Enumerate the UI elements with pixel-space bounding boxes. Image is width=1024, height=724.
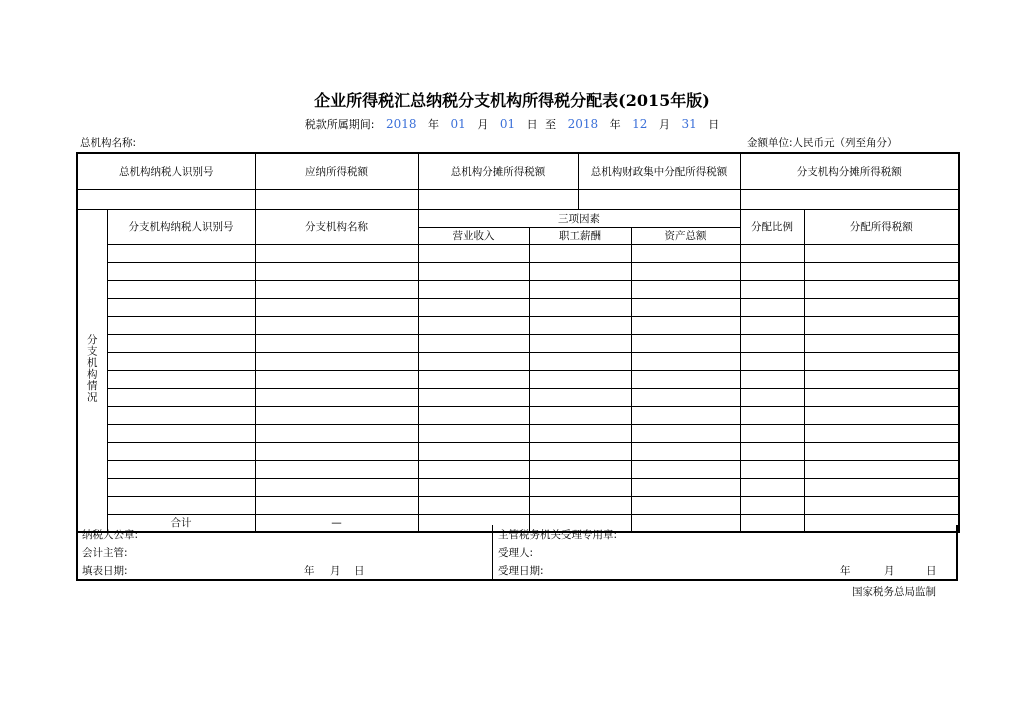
- branch-cell[interactable]: [529, 406, 631, 424]
- branch-cell[interactable]: [418, 280, 529, 298]
- branch-cell[interactable]: [418, 460, 529, 478]
- branch-cell[interactable]: [255, 352, 418, 370]
- branch-cell[interactable]: [418, 388, 529, 406]
- currency-unit-label: 金额单位:人民币元（列至角分）: [747, 137, 898, 149]
- branch-cell[interactable]: [740, 406, 804, 424]
- branch-cell[interactable]: [418, 424, 529, 442]
- branch-cell[interactable]: [740, 478, 804, 496]
- hq-payable-tax-header: 应纳所得税额: [255, 153, 418, 189]
- signature-section: [76, 525, 958, 581]
- branch-cell[interactable]: [740, 334, 804, 352]
- branch-cell[interactable]: [740, 244, 804, 262]
- branch-cell[interactable]: [418, 442, 529, 460]
- fill-date-month: 月: [330, 565, 341, 577]
- branch-cell[interactable]: [107, 280, 255, 298]
- branch-cell[interactable]: [418, 496, 529, 514]
- branch-cell[interactable]: [255, 334, 418, 352]
- branch-cell[interactable]: [107, 352, 255, 370]
- branch-section-label: [77, 209, 107, 532]
- branch-cell[interactable]: [804, 388, 959, 406]
- hq-payable-tax-cell[interactable]: [255, 189, 418, 209]
- receive-date-month: 月: [884, 565, 895, 577]
- branch-cell[interactable]: [255, 316, 418, 334]
- branch-cell[interactable]: [740, 280, 804, 298]
- branch-cell[interactable]: [255, 280, 418, 298]
- branch-cell[interactable]: [255, 478, 418, 496]
- receiver-label: 受理人:: [498, 547, 534, 559]
- period-label: 税款所属期间:: [304, 118, 375, 131]
- allocation-ratio-header: 分配比例: [740, 209, 804, 244]
- period-end-day[interactable]: 31: [681, 117, 697, 131]
- branch-cell[interactable]: [529, 298, 631, 316]
- branch-cell[interactable]: [529, 496, 631, 514]
- branch-cell[interactable]: [418, 406, 529, 424]
- branch-cell[interactable]: [107, 388, 255, 406]
- branch-cell[interactable]: [107, 406, 255, 424]
- branch-cell[interactable]: [631, 478, 740, 496]
- year-label: 年: [609, 118, 621, 131]
- branch-cell[interactable]: [107, 478, 255, 496]
- branch-row: [77, 244, 959, 262]
- hq-input-row: [77, 189, 959, 209]
- hq-header-row: [77, 153, 959, 189]
- branch-row: [77, 316, 959, 334]
- branch-row: [77, 280, 959, 298]
- branch-cell[interactable]: [255, 442, 418, 460]
- period-start-month[interactable]: 01: [450, 117, 466, 131]
- receive-date-label: 受理日期:: [498, 565, 544, 577]
- branch-cell[interactable]: [107, 442, 255, 460]
- branch-cell[interactable]: [740, 298, 804, 316]
- branch-row: [77, 424, 959, 442]
- branch-cell[interactable]: [107, 262, 255, 280]
- hq-apportioned-tax-cell[interactable]: [418, 189, 578, 209]
- branch-cell[interactable]: [740, 460, 804, 478]
- branch-cell[interactable]: [529, 280, 631, 298]
- branch-cell[interactable]: [107, 334, 255, 352]
- branch-cell[interactable]: [804, 460, 959, 478]
- branch-cell[interactable]: [529, 442, 631, 460]
- receive-date-year: 年: [840, 565, 851, 577]
- branch-cell[interactable]: [804, 442, 959, 460]
- hq-name-label: 总机构名称:: [80, 137, 137, 149]
- branch-row: [77, 352, 959, 370]
- branch-cell[interactable]: [804, 496, 959, 514]
- branch-cell[interactable]: [740, 442, 804, 460]
- branch-name-header: 分支机构名称: [255, 209, 418, 244]
- branch-cell[interactable]: [529, 424, 631, 442]
- branch-cell[interactable]: [255, 460, 418, 478]
- branch-cell[interactable]: [740, 352, 804, 370]
- branch-header-row: [77, 209, 959, 227]
- revenue-header: 营业收入: [418, 227, 529, 244]
- hq-taxpayer-id-cell[interactable]: [77, 189, 255, 209]
- branch-cell[interactable]: [107, 496, 255, 514]
- branch-cell[interactable]: [529, 334, 631, 352]
- branch-cell[interactable]: [255, 244, 418, 262]
- period-end-month[interactable]: 12: [632, 117, 648, 131]
- total-assets-header: 资产总额: [631, 227, 740, 244]
- branch-cell[interactable]: [418, 352, 529, 370]
- receive-date-day: 日: [926, 565, 937, 577]
- branch-cell[interactable]: [804, 370, 959, 388]
- branch-row: [77, 388, 959, 406]
- allocated-tax-header: 分配所得税额: [804, 209, 959, 244]
- payroll-header: 职工薪酬: [529, 227, 631, 244]
- branch-cell[interactable]: [631, 442, 740, 460]
- branch-cell[interactable]: [107, 316, 255, 334]
- branch-cell[interactable]: [631, 496, 740, 514]
- branch-cell[interactable]: [418, 316, 529, 334]
- branch-row: [77, 478, 959, 496]
- branch-cell[interactable]: [804, 280, 959, 298]
- fill-date-year: 年: [304, 565, 315, 577]
- branch-cell[interactable]: [631, 334, 740, 352]
- branch-cell[interactable]: [631, 262, 740, 280]
- branch-row: [77, 442, 959, 460]
- branch-cell[interactable]: [740, 424, 804, 442]
- branch-apportioned-tax-header: 分支机构分摊所得税额: [740, 153, 959, 189]
- branch-cell[interactable]: [418, 298, 529, 316]
- period-end-year[interactable]: 2018: [567, 117, 599, 131]
- supervisor-label: 国家税务总局监制: [852, 586, 936, 598]
- branch-row: [77, 334, 959, 352]
- branch-row: [77, 406, 959, 424]
- branch-cell[interactable]: [631, 406, 740, 424]
- branch-cell[interactable]: [631, 352, 740, 370]
- branch-cell[interactable]: [107, 298, 255, 316]
- branch-cell[interactable]: [255, 496, 418, 514]
- branch-cell[interactable]: [107, 460, 255, 478]
- allocation-table: [76, 152, 960, 533]
- branch-cell[interactable]: [529, 316, 631, 334]
- branch-cell[interactable]: [631, 388, 740, 406]
- year-label: 年: [428, 118, 440, 131]
- branch-taxpayer-id-header: 分支机构纳税人识别号: [107, 209, 255, 244]
- branch-cell[interactable]: [804, 424, 959, 442]
- branch-cell[interactable]: [529, 352, 631, 370]
- branch-cell[interactable]: [804, 244, 959, 262]
- form-title: 企业所得税汇总纳税分支机构所得税分配表(2015年版): [314, 91, 710, 110]
- branch-cell[interactable]: [529, 460, 631, 478]
- branch-cell[interactable]: [418, 262, 529, 280]
- total-name-cell: —: [255, 514, 418, 532]
- branch-cell[interactable]: [740, 262, 804, 280]
- day-label: 日: [708, 118, 720, 131]
- branch-cell[interactable]: [804, 406, 959, 424]
- branch-section-text: 分支机构情况: [85, 334, 98, 404]
- branch-apportioned-tax-cell[interactable]: [740, 189, 959, 209]
- branch-cell[interactable]: [631, 298, 740, 316]
- branch-cell[interactable]: [804, 316, 959, 334]
- branch-cell[interactable]: [804, 352, 959, 370]
- branch-cell[interactable]: [740, 316, 804, 334]
- authority-seal-label: 主管税务机关受理专用章:: [498, 529, 618, 541]
- branch-cell[interactable]: [255, 406, 418, 424]
- tax-period: [0, 116, 1024, 132]
- branch-cell[interactable]: [804, 298, 959, 316]
- branch-cell[interactable]: [631, 316, 740, 334]
- taxpayer-seal-label: 纳税人公章:: [82, 529, 139, 541]
- three-factors-header: 三项因素: [418, 209, 740, 227]
- branch-cell[interactable]: [418, 478, 529, 496]
- branch-cell[interactable]: [804, 478, 959, 496]
- branch-cell[interactable]: [740, 496, 804, 514]
- branch-cell[interactable]: [255, 388, 418, 406]
- accountant-label: 会计主管:: [82, 547, 128, 559]
- branch-cell[interactable]: [631, 370, 740, 388]
- branch-row: [77, 496, 959, 514]
- branch-cell[interactable]: [418, 334, 529, 352]
- branch-cell[interactable]: [529, 262, 631, 280]
- branch-cell[interactable]: [529, 478, 631, 496]
- branch-cell[interactable]: [107, 370, 255, 388]
- fill-date-label: 填表日期:: [82, 565, 128, 577]
- branch-cell[interactable]: [804, 262, 959, 280]
- month-label: 月: [477, 118, 489, 131]
- to-label: 至: [545, 118, 557, 131]
- branch-cell[interactable]: [255, 424, 418, 442]
- branch-cell[interactable]: [255, 370, 418, 388]
- branch-cell[interactable]: [418, 370, 529, 388]
- branch-cell[interactable]: [631, 244, 740, 262]
- period-start-year[interactable]: 2018: [386, 117, 417, 131]
- hq-apportioned-tax-header: 总机构分摊所得税额: [418, 153, 578, 189]
- branch-cell[interactable]: [631, 280, 740, 298]
- fill-date-day: 日: [354, 565, 365, 577]
- branch-cell[interactable]: [255, 262, 418, 280]
- branch-cell[interactable]: [255, 298, 418, 316]
- branch-cell[interactable]: [529, 370, 631, 388]
- branch-cell[interactable]: [418, 244, 529, 262]
- signature-divider: [492, 525, 493, 579]
- branch-cell[interactable]: [631, 424, 740, 442]
- branch-cell[interactable]: [740, 388, 804, 406]
- branch-cell[interactable]: [631, 460, 740, 478]
- branch-cell[interactable]: [740, 370, 804, 388]
- hq-fiscal-central-tax-cell[interactable]: [578, 189, 740, 209]
- branch-row: [77, 370, 959, 388]
- branch-row: [77, 460, 959, 478]
- hq-fiscal-central-tax-header: 总机构财政集中分配所得税额: [578, 153, 740, 189]
- day-label: 日: [526, 118, 538, 131]
- branch-cell[interactable]: [804, 334, 959, 352]
- branch-cell[interactable]: [107, 424, 255, 442]
- branch-cell[interactable]: [107, 244, 255, 262]
- month-label: 月: [658, 118, 670, 131]
- branch-row: [77, 262, 959, 280]
- branch-row: [77, 298, 959, 316]
- branch-cell[interactable]: [529, 244, 631, 262]
- branch-cell[interactable]: [529, 388, 631, 406]
- period-start-day[interactable]: 01: [499, 117, 516, 131]
- total-label: 合计: [107, 514, 255, 532]
- hq-taxpayer-id-header: 总机构纳税人识别号: [77, 153, 255, 189]
